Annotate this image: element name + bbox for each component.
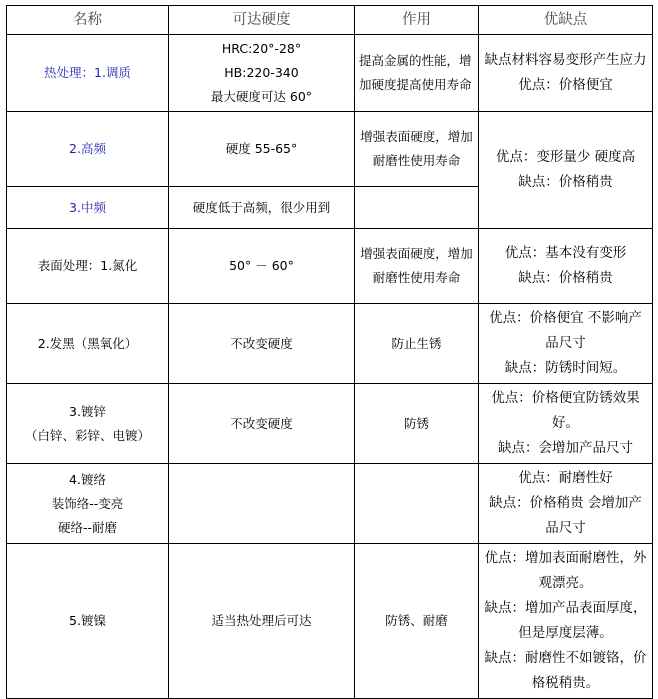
proscons-line: 优点：价格便宜防锈效果好。 — [491, 390, 640, 431]
proscons-line: 缺点：耐磨性不如镀铬，价格税稍贵。 — [484, 650, 647, 691]
effect-cell: 提高金属的性能，增加硬度提高使用寿命 — [355, 35, 479, 112]
header-name: 名称 — [7, 6, 169, 35]
name-line: 3.镀锌 — [69, 403, 106, 419]
effect-cell: 防止生锈 — [355, 304, 479, 384]
hardness-line: 最大硬度可达 60° — [210, 89, 313, 104]
table-row — [7, 229, 653, 304]
effect-cell: 防锈、耐磨 — [355, 544, 479, 699]
proscons-line: 缺点：价格稍贵 — [518, 174, 613, 190]
table-row — [7, 464, 653, 544]
header-proscons: 优缺点 — [479, 6, 653, 35]
proscons-line: 缺点：防锈时间短。 — [504, 360, 627, 376]
proscons-cell — [479, 229, 653, 304]
proscons-cell — [479, 304, 653, 384]
name-line: 4.镀络 — [69, 471, 106, 487]
name-cell: 热处理：1.调质 — [7, 35, 169, 112]
hardness-cell: 硬度低于高频，很少用到 — [169, 187, 355, 229]
hardness-cell — [169, 35, 355, 112]
hardness-cell: 不改变硬度 — [169, 304, 355, 384]
proscons-line: 优点：价格便宜 不影响产品尺寸 — [489, 310, 642, 351]
proscons-line: 缺点材料容易变形产生应力 — [484, 52, 647, 68]
name-cell — [7, 464, 169, 544]
name-cell: 表面处理：1.氮化 — [7, 229, 169, 304]
proscons-cell — [479, 384, 653, 464]
proscons-cell — [479, 112, 653, 229]
proscons-line: 缺点：价格稍贵 — [518, 270, 613, 286]
name-cell: 5.镀镍 — [7, 544, 169, 699]
name-cell — [7, 384, 169, 464]
table-row — [7, 304, 653, 384]
proscons-line: 优点：增加表面耐磨性，外观漂亮。 — [484, 550, 647, 591]
effect-cell — [355, 187, 479, 229]
name-line: 装饰络--变亮 — [51, 495, 124, 511]
proscons-cell — [479, 464, 653, 544]
proscons-cell — [479, 544, 653, 699]
table-row — [7, 112, 653, 187]
name-cell: 3.中频 — [7, 187, 169, 229]
effect-cell: 增强表面硬度，增加耐磨性使用寿命 — [355, 229, 479, 304]
header-effect: 作用 — [355, 6, 479, 35]
name-line: 硬络--耐磨 — [57, 519, 118, 535]
table-row — [7, 544, 653, 699]
effect-cell: 增强表面硬度，增加耐磨性使用寿命 — [355, 112, 479, 187]
name-cell: 2.高频 — [7, 112, 169, 187]
hardness-cell: 适当热处理后可达 — [169, 544, 355, 699]
hardness-line: HB:220-340 — [224, 65, 299, 80]
hardness-cell: 50° － 60° — [169, 229, 355, 304]
hardness-cell — [169, 464, 355, 544]
hardness-line: HRC:20°-28° — [221, 41, 302, 56]
effect-cell — [355, 464, 479, 544]
name-cell: 2.发黑（黑氧化） — [7, 304, 169, 384]
table-row — [7, 384, 653, 464]
effect-cell: 防锈 — [355, 384, 479, 464]
proscons-line: 优点：价格便宜 — [518, 77, 613, 93]
proscons-line: 优点：耐磨性好 — [518, 470, 613, 486]
header-row — [7, 6, 653, 35]
proscons-line: 优点：变形量少 硬度高 — [495, 149, 636, 165]
proscons-line: 缺点：价格稍贵 会增加产品尺寸 — [489, 495, 642, 536]
hardness-cell: 不改变硬度 — [169, 384, 355, 464]
proscons-line: 缺点：会增加产品尺寸 — [498, 440, 633, 456]
header-hardness: 可达硬度 — [169, 6, 355, 35]
proscons-cell — [479, 35, 653, 112]
hardness-cell: 硬度 55-65° — [169, 112, 355, 187]
proscons-line: 优点：基本没有变形 — [504, 245, 627, 261]
name-line: （白锌、彩锌、电镀） — [24, 427, 150, 443]
proscons-line: 缺点：增加产品表面厚度，但是厚度层薄。 — [484, 600, 647, 641]
table-row — [7, 35, 653, 112]
treatment-table — [6, 5, 653, 699]
